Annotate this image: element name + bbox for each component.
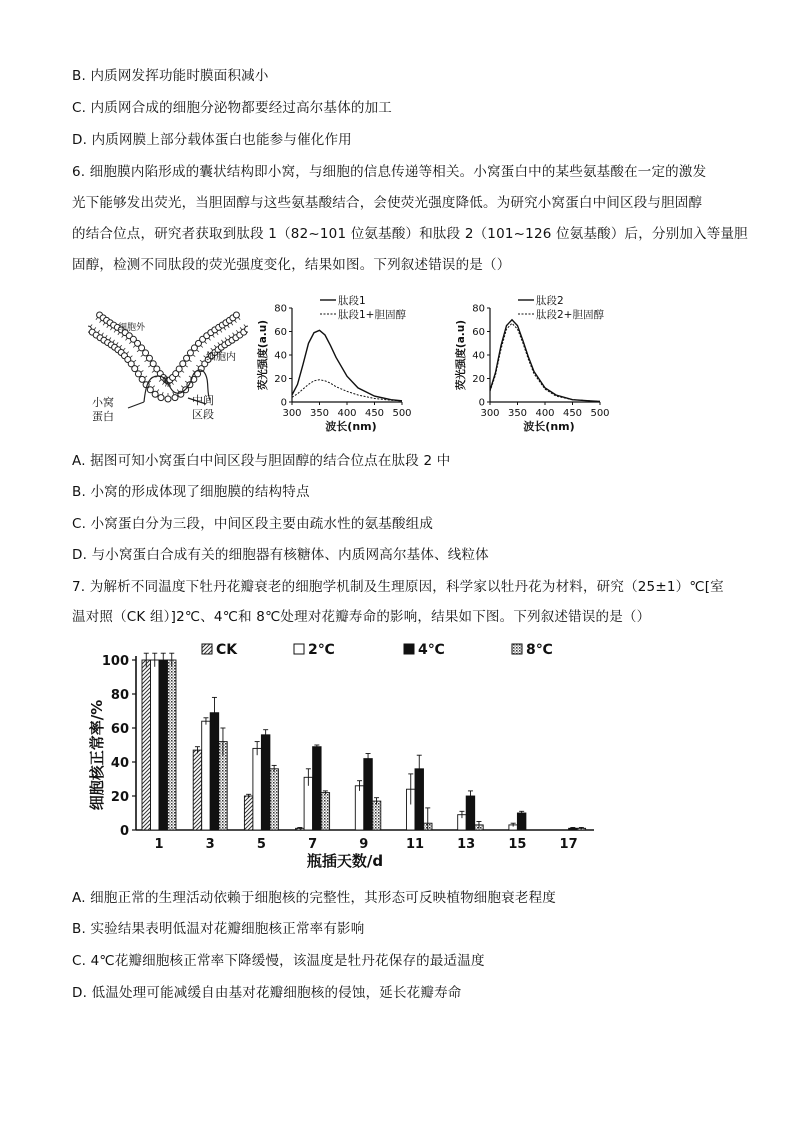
lipid-head [132,366,138,372]
y-tick-label: 80 [274,303,287,315]
q6-option-a: A. 据图可知小窝蛋白中间区段与胆固醇的结合位点在肽段 2 中 [72,453,451,469]
y-tick-label: 40 [274,350,287,362]
label-middle-l1: 中间 [192,394,214,407]
bar-dots [321,793,330,830]
x-axis-label: 瓶插天数/d [306,852,384,870]
y-tick-label: 0 [478,397,485,409]
y-axis-label: 荧光强度(a.u) [257,319,269,391]
x-tick-label: 350 [309,408,330,419]
q7-option-b: B. 实验结果表明低温对花瓣细胞核正常率有影响 [72,921,365,937]
y-tick-label: 80 [110,688,129,703]
lipid-head [150,361,156,367]
lipid-head [172,395,178,401]
q5-option-c: C. 内质网合成的细胞分泌物都要经过高尔基体的加工 [72,100,393,116]
x-tick-label: 7 [308,837,318,852]
y-axis-label: 细胞核正常率/% [88,699,106,811]
bar-dots [372,801,381,830]
legend-label-4: 8℃ [526,642,553,658]
bar-black [261,735,270,830]
bar-hatch [142,660,151,830]
lipid-head [176,366,182,372]
q7-stem-line-2: 温对照（CK 组）]2℃、4℃和 8℃处理对花瓣寿命的影响，结果如下图。下列叙述错误的是（） [72,609,651,625]
label-middle-l2: 区段 [192,408,214,421]
legend-swatch-1 [202,644,212,654]
legend-swatch-3 [404,644,414,654]
x-tick-label: 400 [535,408,555,419]
bar-black [159,660,168,830]
bar-dots [168,660,177,830]
lipid-head [143,350,149,356]
q6-option-c: C. 小窝蛋白分为三段，中间区段主要由疏水性的氨基酸组成 [72,516,434,532]
x-tick-label: 300 [480,408,500,419]
q5-option-d: D. 内质网膜上部分载体蛋白也能参与催化作用 [72,132,352,148]
x-tick-label: 500 [590,408,610,419]
legend-label-2: 肽段2+胆固醇 [536,309,604,321]
series-line-1 [292,330,402,401]
x-tick-label: 450 [562,408,583,419]
label-protein-l1: 小窝 [92,396,114,409]
x-tick-label: 17 [559,837,578,852]
lipid-head [139,376,145,382]
y-tick-label: 40 [472,350,485,362]
y-tick-label: 40 [110,756,129,771]
q6-stem-line-3: 的结合位点，研究者获取到肽段 1（82~101 位氨基酸）和肽段 2（101~126 位氨基酸）后，分别加入等量胆 [72,226,748,242]
bar-white [355,786,364,830]
lipid-head [146,355,152,361]
bar-hatch [244,796,253,830]
y-axis-label: 荧光强度(a.u) [455,319,467,391]
bar-hatch [193,750,202,830]
y-tick-label: 0 [280,397,287,409]
caveola-diagram [88,292,248,430]
q6-option-b: B. 小窝的形成体现了细胞膜的结构特点 [72,484,310,500]
q5-option-b: B. 内质网发挥功能时膜面积减小 [72,68,269,84]
legend-swatch-4 [512,644,522,654]
x-axis-label: 波长(nm) [325,420,377,433]
x-tick-label: 500 [392,408,412,419]
y-tick-label: 60 [110,722,129,737]
legend-label-1: 肽段1 [338,295,366,307]
y-tick-label: 100 [101,654,129,669]
label-inside: 细胞内 [206,352,236,363]
q7-option-c: C. 4℃花瓣细胞核正常率下降缓慢，该温度是牡丹花保存的最适温度 [72,953,485,969]
x-tick-label: 3 [205,837,215,852]
bar-black [517,813,526,830]
label-protein-l2: 蛋白 [92,410,114,423]
bar-white [151,660,160,830]
q6-stem-line-1: 6. 细胞膜内陷形成的囊状结构即小窝，与细胞的信息传递等相关。小窝蛋白中的某些氨基酸在一定的激发 [72,164,707,180]
bar-dots [270,769,279,830]
q6-option-d: D. 与小窝蛋白合成有关的细胞器有核糖体、内质网高尔基体、线粒体 [72,547,489,563]
legend-label-2: 2℃ [308,642,335,658]
y-tick-label: 80 [472,303,485,315]
x-tick-label: 11 [405,837,425,852]
lipid-head [158,395,164,401]
nucleus-normal-rate-chart [84,638,604,870]
bar-white [202,721,211,830]
q7-option-d: D. 低温处理可能减缓自由基对花瓣细胞核的侵蚀，延长花瓣寿命 [72,985,462,1001]
x-axis-label: 波长(nm) [523,420,575,433]
bar-white [253,748,262,830]
lipid-head [245,326,248,332]
label-outside: 细胞外 [118,323,146,333]
bar-black [364,759,373,830]
lipid-head [180,361,186,367]
lipid-head [184,355,190,361]
x-tick-label: 1 [154,837,164,852]
x-tick-label: 450 [364,408,385,419]
series-line-2 [490,323,600,401]
y-tick-label: 60 [274,327,287,338]
y-tick-label: 60 [472,327,485,338]
legend-swatch-2 [294,644,304,654]
legend-label-3: 4℃ [418,642,445,658]
x-tick-label: 400 [337,408,357,419]
x-tick-label: 13 [457,837,476,852]
fluorescence-chart-peptide-2 [452,290,612,435]
legend-label-1: CK [216,642,238,658]
legend-label-1: 肽段2 [536,295,564,307]
y-tick-label: 20 [110,790,129,805]
x-tick-label: 9 [359,837,369,852]
q7-option-a: A. 细胞正常的生理活动依赖于细胞核的完整性，其形态可反映植物细胞衰老程度 [72,890,556,906]
lipid-head [135,371,141,377]
lipid-head [165,396,171,402]
y-tick-label: 20 [472,374,485,385]
x-tick-label: 350 [507,408,528,419]
fluorescence-chart-peptide-1 [254,290,414,435]
q7-stem-line-1: 7. 为解析不同温度下牡丹花瓣衰老的细胞学机制及生理原因，科学家以牡丹花为材料，研究（25±1）℃[室 [72,579,724,595]
lipid-head [233,312,239,318]
y-tick-label: 0 [119,824,129,839]
x-tick-label: 15 [508,837,527,852]
lipid-head [152,391,158,397]
bar-black [210,713,219,830]
q6-stem-line-4: 固醇，检测不同肽段的荧光强度变化，结果如图。下列叙述错误的是（） [72,257,511,273]
series-line-2 [292,380,402,401]
x-tick-label: 5 [256,837,266,852]
bar-black [313,747,322,830]
lipid-head [147,387,153,393]
y-tick-label: 20 [274,374,287,385]
q6-stem-line-2: 光下能够发出荧光，当胆固醇与这些氨基酸结合，会使荧光强度降低。为研究小窝蛋白中间区段与胆固醇 [72,195,703,211]
x-tick-label: 300 [282,408,302,419]
legend-label-2: 肽段1+胆固醇 [338,309,406,321]
